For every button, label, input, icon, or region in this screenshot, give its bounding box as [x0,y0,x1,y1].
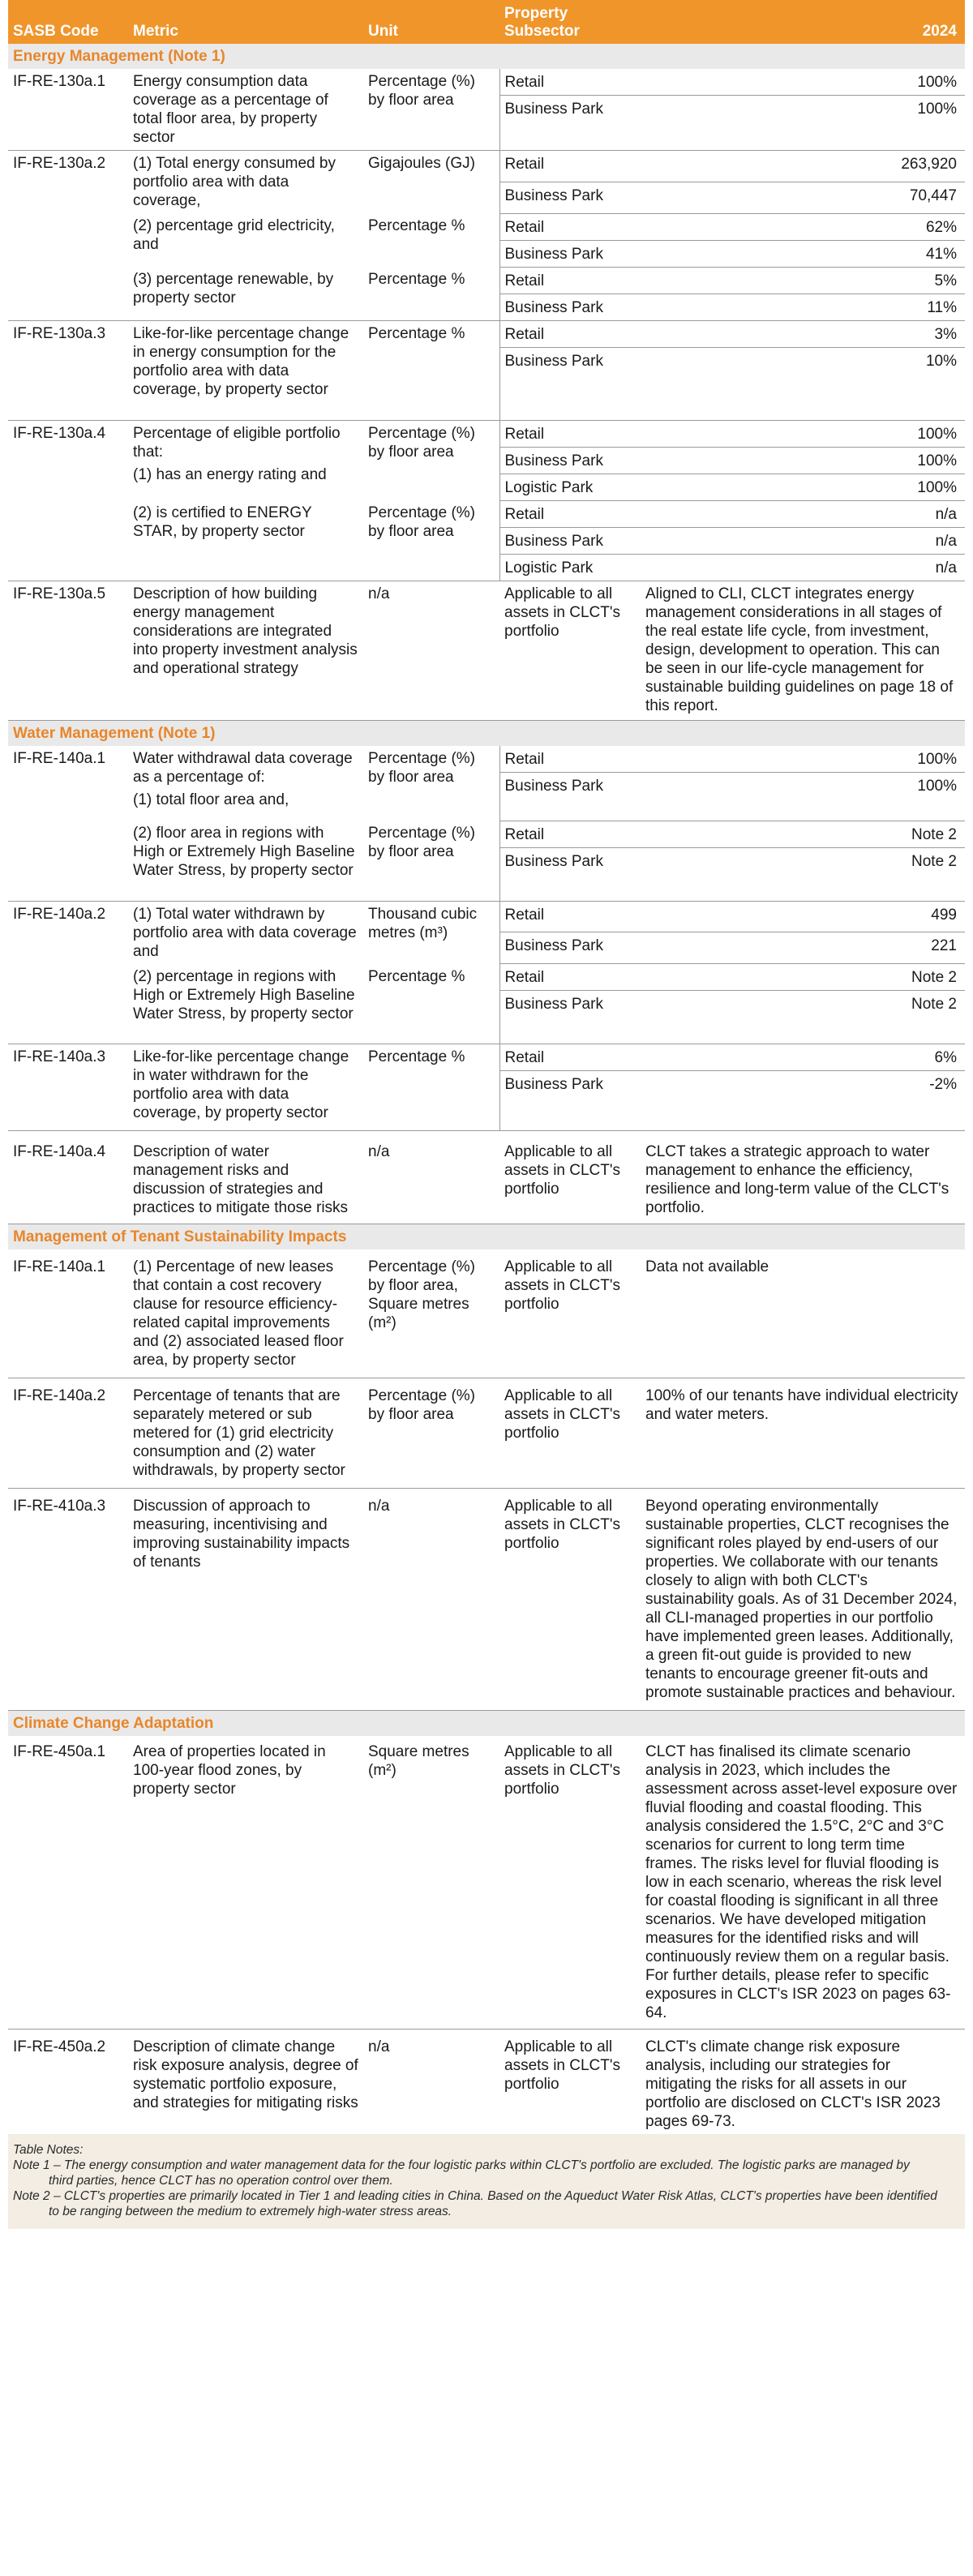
unit: Percentage (%) by floor area, Square metres (m²) [363,1249,499,1378]
metric: Description of how building energy management considerations are integrated into property investment analysis and operational strategy [128,581,363,720]
metric: Discussion of approach to measuring, incentivising and improving sustainability impacts of tenants [128,1489,363,1711]
subsector: Business Park [499,1071,641,1131]
unit: n/a [363,581,499,720]
value: n/a [641,554,965,581]
value: -2% [641,1071,965,1131]
unit: Percentage % [363,320,499,420]
unit: Percentage % [368,217,465,234]
section-title: Management of Tenant Sustainability Impacts [8,1224,965,1250]
unit: Percentage (%) by floor area [363,69,499,151]
metric-line: (1) total floor area and, [133,791,289,808]
metric-line: (1) has an energy rating and [133,465,327,483]
table-header-row [8,0,965,44]
metric: (1) Total water withdrawn by portfolio area with data coverage and [133,905,357,960]
unit: Percentage % [363,267,499,320]
table-row [8,1249,965,1378]
sasb-code: IF-RE-140a.2 [8,901,128,1044]
unit: Gigajoules (GJ) [368,155,475,172]
unit: Square metres (m²) [363,1736,499,2030]
unit: n/a [363,1489,499,1711]
subsector: Applicable to all assets in CLCT's portfolio [499,1378,641,1489]
unit: Percentage (%) by floor area [368,749,476,786]
metric: Description of climate change risk exposure analysis, degree of systematic portfolio exposure, and strategies for mitigating risks [133,2038,358,2111]
table-row [8,500,965,527]
notes-title: Table Notes: [13,2143,84,2157]
subsector: Business Park [499,527,641,554]
subsector: Applicable to all assets in CLCT's portfolio [499,581,641,720]
subsector: Retail [499,1044,641,1071]
header-code: SASB Code [8,0,128,44]
sasb-code: IF-RE-130a.4 [8,420,128,581]
section-title: Energy Management (Note 1) [8,44,965,69]
metric: Like-for-like percentage change in water withdrawn for the portfolio area with data coverage, by property sector [128,1044,363,1131]
sasb-code: IF-RE-410a.3 [8,1489,128,1711]
metric: Energy consumption data coverage as a percentage of total floor area, by property sector [128,69,363,151]
subsector: Applicable to all assets in CLCT's portfolio [499,1249,641,1378]
table-row [8,901,965,932]
value: 6% [641,1044,965,1071]
metric: (2) is certified to ENERGY STAR, by property sector [128,500,363,581]
sasb-code: IF-RE-140a.3 [8,1044,128,1131]
subsector: Retail [499,151,641,182]
value: n/a [641,527,965,554]
metric: (2) percentage grid electricity, and [133,217,335,253]
table-row [8,1489,965,1711]
metric: Percentage of tenants that are separately metered or sub metered for (1) grid electricity consumption and (2) water withdrawals, by property sector [128,1378,363,1489]
section-tenant [8,1224,965,1250]
header-year: 2024 [641,0,965,44]
value: 3% [641,320,965,347]
value: Note 2 [641,821,965,847]
section-climate [8,1711,965,1737]
metric-line: Water withdrawal data coverage as a percentage of: [133,749,353,786]
subsector: Business Park [499,991,641,1044]
table-row [8,964,965,991]
value: 100% [641,447,965,474]
subsector: Retail [499,320,641,347]
subsector: Business Park [499,347,641,420]
subsector: Retail [499,901,641,932]
value: 10% [641,347,965,420]
sasb-table [8,0,965,2134]
metric-line: Percentage of eligible portfolio that: [133,424,341,461]
disclosure-text: 100% of our tenants have individual electricity and water meters. [641,1378,965,1489]
value: 221 [641,932,965,964]
subsector: Applicable to all assets in CLCT's portfolio [499,1131,641,1224]
value: 100% [641,746,965,773]
sasb-code: IF-RE-130a.2 [8,151,128,321]
value: 62% [641,213,965,240]
header-subsector: Property Subsector [499,0,641,44]
value: 41% [641,240,965,267]
sasb-page [8,0,965,2229]
metric: (2) percentage in regions with High or Extremely High Baseline Water Stress, by property sector [128,964,363,1044]
section-energy [8,44,965,69]
subsector: Retail [499,746,641,773]
value: 100% [641,69,965,96]
subsector: Logistic Park [499,554,641,581]
table-row [8,267,965,294]
value: 100% [641,96,965,151]
unit: n/a [363,1131,499,1224]
metric: (1) Percentage of new leases that contain a cost recovery clause for resource efficiency-related capital improvements and (2) associated leased floor area, by property sector [128,1249,363,1378]
disclosure-text: Aligned to CLI, CLCT integrates energy management considerations in all stages of the real estate life cycle, from investment, design, development to operation. This can be seen in our life-cycle management for sustainable building guidelines on page 18 of this report. [641,581,965,720]
section-title: Water Management (Note 1) [8,720,965,746]
section-title: Climate Change Adaptation [8,1711,965,1737]
table-row [8,151,965,182]
subsector: Retail [499,69,641,96]
subsector: Business Park [499,447,641,474]
sasb-code: IF-RE-130a.5 [8,581,128,720]
note-2: Note 2 – CLCT's properties are primarily located in Tier 1 and leading cities in China. Based on the Aqueduct Water Risk Atlas, CLCT's properties have been identified [13,2189,937,2203]
sasb-code: IF-RE-140a.1 [8,1249,128,1378]
unit: Percentage (%) by floor area [363,821,499,901]
unit: Percentage % [363,1044,499,1131]
sasb-code: IF-RE-140a.2 [8,1378,128,1489]
table-row [8,581,965,720]
table-row [8,1378,965,1489]
disclosure-text: CLCT's climate change risk exposure analysis, including our strategies for mitigating the risks for all assets in our portfolio are disclosed on CLCT's ISR 2023 pages 69-73. [645,2038,941,2130]
subsector: Retail [499,500,641,527]
sasb-code: IF-RE-130a.3 [8,320,128,420]
subsector: Business Park [499,772,641,821]
table-row [8,320,965,347]
value: 70,447 [641,182,965,213]
table-row [8,821,965,847]
table-notes [8,2134,965,2229]
value: 263,920 [641,151,965,182]
unit: Percentage % [363,964,499,1044]
metric: (1) Total energy consumed by portfolio area with data coverage, [133,155,336,209]
subsector: Retail [499,420,641,447]
metric: Description of water management risks and discussion of strategies and practices to mitigate those risks [128,1131,363,1224]
value: 100% [641,474,965,500]
table-row [8,1131,965,1224]
section-water [8,720,965,746]
table-row [8,213,965,240]
subsector: Business Park [499,932,641,964]
value: 499 [641,901,965,932]
header-unit: Unit [363,0,499,44]
unit: Thousand cubic metres (m³) [368,905,478,941]
value: 11% [641,294,965,320]
value: Note 2 [641,991,965,1044]
subsector: Business Park [499,847,641,901]
subsector: Applicable to all assets in CLCT's portfolio [499,1736,641,2030]
table-row [8,2030,965,2135]
table-row [8,1736,965,2030]
subsector: Business Park [499,240,641,267]
note-2-cont: to be ranging between the medium to extremely high-water stress areas. [49,2205,452,2218]
subsector: Business Park [499,96,641,151]
subsector: Applicable to all assets in CLCT's portfolio [504,2038,621,2093]
unit: Percentage (%) by floor area [363,500,499,581]
note-1: Note 1 – The energy consumption and water management data for the four logistic parks within CLCT's portfolio are excluded. The logistic parks are managed by [13,2158,910,2172]
subsector: Business Park [499,294,641,320]
table-row [8,69,965,96]
subsector: Applicable to all assets in CLCT's portfolio [499,1489,641,1711]
metric: Like-for-like percentage change in energy consumption for the portfolio area with data coverage, by property sector [128,320,363,420]
table-row [8,1044,965,1071]
value: n/a [641,500,965,527]
sasb-code: IF-RE-450a.1 [8,1736,128,2030]
value: 5% [641,267,965,294]
metric [128,746,363,821]
note-1-cont: third parties, hence CLCT has no operation control over them. [49,2174,393,2188]
metric: (3) percentage renewable, by property sector [128,267,363,320]
subsector: Retail [499,213,641,240]
unit: Percentage (%) by floor area [363,1378,499,1489]
unit: n/a [368,2038,390,2055]
table-row [8,420,965,447]
disclosure-text: CLCT takes a strategic approach to water management to enhance the efficiency, resilience and long-term value of the CLCT's portfolio. [641,1131,965,1224]
value: Note 2 [641,964,965,991]
value: 100% [641,772,965,821]
subsector: Business Park [499,182,641,213]
sasb-code: IF-RE-450a.2 [13,2038,106,2055]
value: 100% [641,420,965,447]
metric: Area of properties located in 100-year flood zones, by property sector [128,1736,363,2030]
subsector: Retail [499,964,641,991]
metric [128,420,363,500]
sasb-code: IF-RE-140a.4 [8,1131,128,1224]
disclosure-text: CLCT has finalised its climate scenario analysis in 2023, which includes the assessment across asset-level exposure over fluvial flooding and coastal flooding. This analysis considered the 1.5°C, 2°C and 3°C scenarios for current to long term time frames. The risks level for fluvial flooding is low in each scenario, whereas the risk level for coastal flooding is significant in all three scenarios. We have developed mitigation measures for the identified risks and will continuously review them on a regular basis. For further details, please refer to specific exposures in CLCT's ISR 2023 on pages 63-64. [641,1736,965,2030]
disclosure-text: Beyond operating environmentally sustainable properties, CLCT recognises the significant roles played by end-users of our properties. We collaborate with our tenants closely to align with both CLCT's sustainability goals. As of 31 December 2024, all CLI-managed properties in our portfolio have implemented green leases. Additionally, a green fit-out guide is provided to new tenants to encourage greener fit-outs and promote sustainable practices and behaviour. [641,1489,965,1711]
sasb-code: IF-RE-140a.1 [8,746,128,902]
metric: (2) floor area in regions with High or Extremely High Baseline Water Stress, by property sector [128,821,363,901]
subsector: Retail [499,821,641,847]
subsector: Retail [499,267,641,294]
sasb-code: IF-RE-130a.1 [8,69,128,151]
header-metric: Metric [128,0,363,44]
subsector: Logistic Park [499,474,641,500]
value: Note 2 [641,847,965,901]
disclosure-text: Data not available [641,1249,965,1378]
table-row [8,746,965,773]
unit: Percentage (%) by floor area [368,424,476,461]
